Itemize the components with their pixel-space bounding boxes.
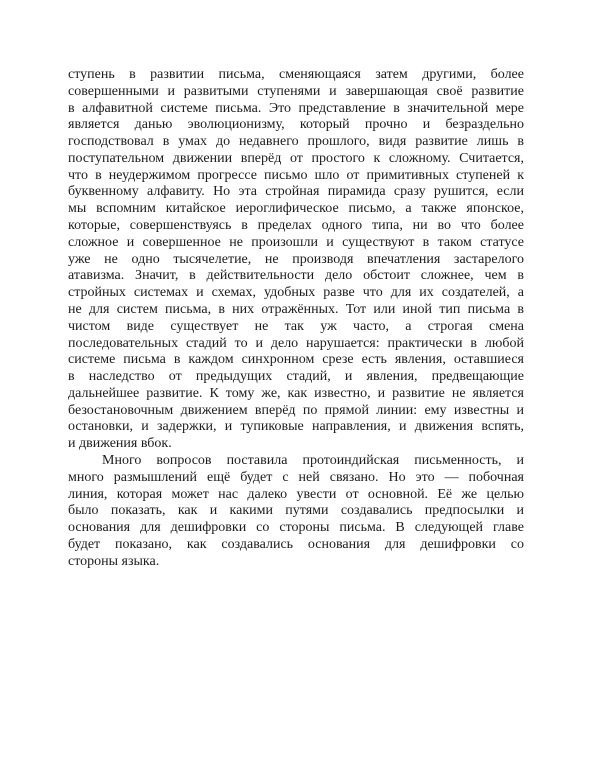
- text-line: ступень в развитии письма, сменяющаяся затем другими, более: [68, 67, 524, 82]
- text-line: не для систем письма, в них отражённых. Тот или иной тип письма в: [68, 301, 524, 317]
- text-line: Много вопросов поставила протоиндийская письменность, и: [102, 452, 524, 468]
- text-line: мы вспомним китайское иероглифическое письмо, а также японское,: [68, 201, 524, 217]
- paragraph: [68, 67, 524, 453]
- text-line: господствовал в умах до недавнего прошлого, видя развитие лишь в: [68, 134, 524, 150]
- text-line: будет показано, как создавались основания для дешифровки со: [68, 536, 524, 552]
- text-line: уже не одно тысячелетие, не производя впечатления застарелого: [68, 251, 524, 267]
- text-line: буквенному алфавиту. Но эта стройная пирамида сразу рушится, если: [68, 184, 524, 200]
- text-line: дальнейшее развитие. К тому же, как известно, и развитие не является: [68, 385, 524, 401]
- text-line: в наследство от предыдущих стадий, и явления, предвещающие: [68, 369, 524, 385]
- paragraph: [68, 453, 524, 570]
- text-line: системе письма в каждом синхронном срезе есть явления, оставшиеся: [68, 352, 524, 368]
- text-line: остановки, и задержки, и тупиковые направления, и движения вспять,: [68, 419, 524, 435]
- text-line: чистом виде существует не так уж часто, а строгая смена: [68, 318, 524, 334]
- text-line: поступательном движении вперёд от простого к сложному. Считается,: [68, 150, 524, 166]
- text-line: в алфавитной системе письма. Это представление в значительной мере: [68, 100, 524, 116]
- text-line: атавизма. Значит, в действительности дело обстоит сложнее, чем в: [68, 268, 524, 284]
- text-line: что в неудержимом прогрессе письмо шло от примитивных ступеней к: [68, 167, 524, 183]
- text-line: стройных системах и схемах, удобных разве что для их создателей, а: [68, 285, 524, 301]
- text-line: основания для дешифровки со стороны письма. В следующей главе: [68, 520, 524, 536]
- text-line: безостановочным движением вперёд по прямой линии: ему известны и: [68, 402, 524, 418]
- text-line: было показать, как и какими путями создавались предпосылки и: [68, 503, 524, 519]
- page-text-block: [68, 67, 524, 570]
- text-line: сложное и совершенное не произошли и существуют в таком статусе: [68, 234, 524, 250]
- text-line: которые, совершенствуясь в пределах одного типа, ни во что более: [68, 218, 524, 234]
- text-line: является данью эволюционизму, который прочно и безраздельно: [68, 117, 524, 133]
- text-line: и движения вбок.: [68, 436, 172, 452]
- text-line: стороны языка.: [68, 553, 160, 569]
- text-line: последовательных стадий то и дело нарушается: практически в любой: [68, 335, 524, 351]
- text-line: много размышлений ещё будет с ней связано. Но это — побочная: [68, 469, 524, 485]
- text-line: совершенными и развитыми ступенями и завершающая своё развитие: [68, 83, 524, 99]
- text-line: линия, которая может нас далеко увести от основной. Её же целью: [68, 486, 524, 502]
